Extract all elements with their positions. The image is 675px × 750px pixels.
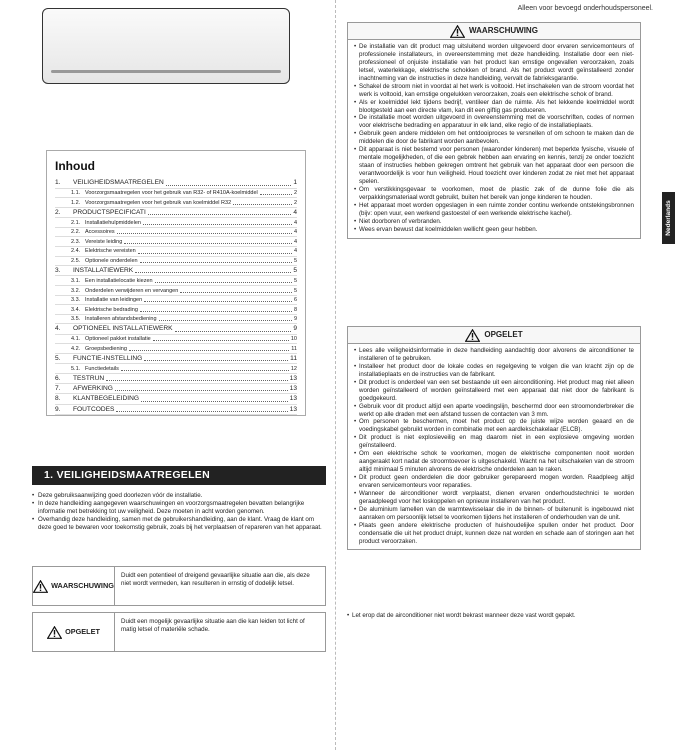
toc-entry-number: 2.1.	[71, 219, 81, 226]
toc-entry-number: 7.	[55, 384, 61, 392]
toc-entry-number: 5.1.	[71, 365, 81, 372]
toc-entry-number: 4.1.	[71, 336, 81, 343]
toc-entry-title: Installatiehulpmiddelen	[85, 219, 141, 226]
air-outlet-slot	[51, 70, 281, 73]
toc-entry-page: 13	[289, 405, 297, 413]
toc-leader-dots	[116, 411, 287, 412]
indoor-unit-illustration	[42, 8, 290, 84]
caution-item: • Dit product is onderdeel van een set bestaande uit een airconditioning. Het product mag niet alleen worden geïnstalleerd of worden geïnstalleerd met een apparaat dat niet door de fabrikant is goedgekeurd.	[354, 379, 634, 403]
toc-entry-title: OPTIONEEL INSTALLATIEWERK	[73, 325, 173, 333]
toc-entry-page: 5	[293, 277, 297, 284]
warning-item: • Als er koelmiddel lekt tijdens bedrijf, ventileer dan de ruimte. Als het lekkende koelmiddel wordt blootgesteld aan een directe vlam, kan dit een giftig gas produceren.	[354, 99, 634, 115]
toc-leader-dots	[141, 401, 288, 402]
toc-entry-title: FOUTCODES	[73, 405, 115, 413]
intro-list	[32, 492, 326, 532]
toc-entry-title: Vereiste leiding	[85, 238, 123, 245]
toc-entry[interactable]	[55, 189, 297, 199]
header-note: Alleen voor bevoegd onderhoudspersoneel.	[517, 5, 653, 12]
toc-entry-number: 2.2.	[71, 229, 81, 236]
warning-item: • Schakel de stroom niet in voordat al het werk is voltooid. Het inschakelen van de stroom voordat het werk is voltooid, kan ernstige ongelukken veroorzaken, zoals een elektrische schok of brand.	[354, 83, 634, 99]
toc-leader-dots	[135, 272, 291, 273]
caution-item: • Om een elektrische schok te voorkomen, mogen de elektrische componenten nooit worden aangeraakt kort nadat de stroomtoevoer is uitgeschakeld. Wacht na het uitschakelen van de stroom altijd minimaal 5 minuten alvorens de elektrische onderdelen aan te raken.	[354, 450, 634, 474]
caution-item: • Dit product geen onderdelen die door gebruiker gerepareerd mogen worden. Raadpleeg altijd ervaren servicemonteurs voor reparaties.	[354, 474, 634, 490]
caution-triangle-icon	[465, 329, 480, 342]
legend-warning	[32, 566, 326, 606]
toc-entry[interactable]	[55, 228, 297, 238]
toc-leader-dots	[180, 292, 292, 293]
warning-triangle-icon	[450, 25, 465, 38]
toc-entry[interactable]	[55, 218, 297, 228]
warning-item: • Dit apparaat is niet bestemd voor personen (waaronder kinderen) met beperkte fysische, visuele of mentale mogelijkheden, of die een gebrek hebben aan ervaring en kennis, tenzij ze onder toezicht staan of instructies hebben gekregen omtrent het gebruik van het apparaat door een persoon die verantwoordelijk is voor hun veiligheid. Houd toezicht over kinderen zodat ze niet met het apparaat spelen.	[354, 146, 634, 186]
toc-leader-dots	[233, 204, 292, 205]
toc-entry-title: KLANTBEGELEIDING	[73, 395, 139, 403]
toc-entry-title: Accessoires	[85, 229, 115, 236]
toc-list	[55, 178, 297, 415]
toc-entry[interactable]	[55, 384, 297, 394]
toc-entry-number: 4.	[55, 325, 61, 333]
toc-entry-number: 3.3.	[71, 297, 81, 304]
toc-leader-dots	[260, 194, 292, 195]
toc-entry-title: Optioneel pakket installatie	[85, 336, 151, 343]
toc-entry-page: 5	[293, 287, 297, 294]
intro-item: • Overhandig deze handleiding, samen met de gebruikershandleiding, aan de klant. Vraag de klant om deze goed te bewaren voor toekomstig gebruik, zoals bij het verplaatsen of repareren van het apparaat.	[32, 516, 326, 532]
toc-leader-dots	[129, 350, 289, 351]
toc-leader-dots	[138, 253, 292, 254]
toc-entry-number: 9.	[55, 405, 61, 413]
toc-entry[interactable]	[55, 247, 297, 257]
toc-entry-number: 3.1.	[71, 277, 81, 284]
toc-entry-title: Voorzorgsmaatregelen voor het gebruik van koelmiddel R32	[85, 199, 232, 206]
warning-box	[347, 22, 641, 239]
toc-entry-number: 1.2.	[71, 199, 81, 206]
toc-entry-number: 2.3.	[71, 238, 81, 245]
toc-entry-page: 11	[290, 354, 297, 362]
toc-entry-title: Elektrische vereisten	[85, 248, 136, 255]
table-of-contents	[46, 150, 306, 416]
intro-item: • Deze gebruiksaanwijzing goed doorlezen vóór de installatie.	[32, 492, 326, 500]
caution-list	[348, 344, 640, 549]
toc-entry-title: Groepsbediening	[85, 345, 127, 352]
toc-entry-number: 3.5.	[71, 316, 81, 323]
toc-entry[interactable]	[55, 198, 297, 208]
toc-leader-dots	[166, 185, 292, 186]
toc-entry-title: AFWERKING	[73, 384, 113, 392]
toc-entry[interactable]	[55, 394, 297, 404]
toc-entry[interactable]	[55, 335, 297, 345]
warning-item: • Om verstikkingsgevaar te voorkomen, moet de plastic zak of de dunne folie die als verpakkingsmateriaal wordt gebruikt, buiten het bereik van jonge kinderen te houden.	[354, 186, 634, 202]
toc-entry[interactable]	[55, 305, 297, 315]
toc-entry[interactable]	[55, 364, 297, 374]
toc-leader-dots	[117, 233, 292, 234]
caution-item: • Plaats geen andere elektrische producten of huishoudelijke spullen onder het product. Door condensatie die uit het product druipt, kunnen deze nat worden en schade aan of storingen aan het product veroorzaken.	[354, 522, 634, 546]
toc-entry-title: VEILIGHEIDSMAATREGELEN	[73, 179, 164, 187]
warning-item: • Het apparaat moet worden opgeslagen in een ruimte zonder continu werkende ontstekingsbronnen (bijv: open vuur, een werkend gastoestel of een werkende elektrische kachel).	[354, 202, 634, 218]
language-tab-label: Nederlands	[664, 200, 672, 236]
section-heading: 1. VEILIGHEIDSMAATREGELEN	[32, 466, 326, 485]
toc-leader-dots	[143, 224, 292, 225]
toc-entry-page: 12	[290, 365, 297, 372]
toc-entry-page: 4	[293, 208, 297, 216]
toc-entry[interactable]	[55, 276, 297, 286]
toc-entry-page: 13	[289, 374, 297, 382]
toc-entry[interactable]	[55, 374, 297, 384]
warning-item: • Niet doorboren of verbranden.	[354, 218, 634, 226]
toc-entry-page: 2	[293, 199, 297, 206]
toc-leader-dots	[140, 311, 292, 312]
toc-entry-number: 2.	[55, 208, 61, 216]
caution-box-title: OPGELET	[484, 329, 523, 339]
toc-leader-dots	[124, 243, 292, 244]
toc-entry-number: 5.	[55, 354, 61, 362]
toc-entry-page: 8	[293, 306, 297, 313]
toc-leader-dots	[144, 360, 288, 361]
toc-entry[interactable]	[55, 178, 297, 188]
warning-box-header	[348, 23, 640, 40]
toc-entry-page: 9	[293, 325, 297, 333]
toc-entry-title: FUNCTIE-INSTELLING	[73, 354, 143, 362]
caution-box	[347, 326, 641, 550]
toc-entry-title: Optionele onderdelen	[85, 258, 138, 265]
toc-entry-title: Een installatielocatie kiezen	[85, 277, 153, 284]
warning-item: • Wees ervan bewust dat koelmiddelen wellicht geen geur hebben.	[354, 226, 634, 234]
toc-entry-page: 6	[293, 297, 297, 304]
warning-item: • De installatie van dit product mag uitsluitend worden uitgevoerd door ervaren servicemonteurs of professionele installateurs, in overeenstemming met deze handleiding. Installatie door een niet-professioneel of onjuiste installatie van het product kan ernstige ongevallen veroorzaken, zoals letsel, waterlekkage, elektrische schokken of brand. Als het product wordt geïnstalleerd zonder inachtneming van de instructies in deze handleiding, vervalt de fabrieksgarantie.	[354, 43, 634, 83]
after-note: • Let erop dat de airconditioner niet wordt bekrast wanneer deze vast wordt gepakt.	[347, 612, 647, 620]
toc-entry-title: Onderdelen verwijderen en vervangen	[85, 287, 179, 294]
toc-leader-dots	[121, 370, 289, 371]
toc-entry-title: Elektrische bedrading	[85, 306, 138, 313]
toc-entry[interactable]	[55, 344, 297, 354]
toc-entry[interactable]	[55, 296, 297, 306]
toc-leader-dots	[175, 331, 292, 332]
toc-entry-title: Installatie van leidingen	[85, 297, 143, 304]
toc-entry-title: TESTRUN	[73, 374, 105, 382]
toc-entry[interactable]	[55, 315, 297, 325]
warning-item: • Gebruik geen andere middelen om het ontdooiproces te versnellen of om schoon te maken dan de middelen die door de fabrikant worden aanbevolen.	[354, 130, 634, 146]
toc-leader-dots	[106, 380, 288, 381]
toc-leader-dots	[153, 340, 289, 341]
caution-triangle-icon	[47, 626, 62, 639]
toc-entry-page: 5	[293, 266, 297, 274]
caution-item: • Lees alle veiligheidsinformatie in deze handleiding aandachtig door alvorens de airconditioner te installeren of te gebruiken.	[354, 347, 634, 363]
toc-entry-number: 3.2.	[71, 287, 81, 294]
toc-entry-number: 3.4.	[71, 306, 81, 313]
warning-list	[348, 40, 640, 238]
caution-item: • Dit product is niet explosieveilig en mag daarom niet in een explosieve omgeving worden geïnstalleerd.	[354, 434, 634, 450]
toc-entry-number: 3.	[55, 266, 61, 274]
toc-entry-page: 1	[293, 179, 297, 187]
toc-entry[interactable]	[55, 324, 297, 334]
after-note-list	[347, 612, 647, 620]
toc-entry-title: PRODUCTSPECIFICATI	[73, 208, 146, 216]
toc-entry-page: 11	[291, 345, 297, 352]
toc-entry-number: 6.	[55, 374, 61, 382]
caution-item: • Installeer het product door de lokale codes en regelgeving te volgen die van kracht zijn op de installatieplaats en de instructies van de fabrikant.	[354, 363, 634, 379]
caution-item: • Gebruik voor dit product altijd een aparte voedingslijn, beschermd door een stroomonderbreker die werkt op alle draden met een afstand tussen de contacten van 3 mm.	[354, 403, 634, 419]
toc-entry-number: 4.2.	[71, 345, 81, 352]
toc-entry-page: 4	[293, 229, 297, 236]
toc-entry-page: 9	[293, 316, 297, 323]
toc-entry[interactable]	[55, 405, 297, 415]
column-divider	[335, 0, 336, 750]
toc-leader-dots	[140, 262, 292, 263]
toc-entry-title: Installeren afstandsbediening	[85, 316, 157, 323]
toc-entry-page: 13	[289, 384, 297, 392]
intro-item: • In deze handleiding aangegeven waarschuwingen en voorzorgsmaatregelen bevatten belangrijke informatie met betrekking tot uw veiligheid. Deze moeten in acht worden genomen.	[32, 500, 326, 516]
toc-entry-number: 1.1.	[71, 190, 81, 197]
warning-triangle-icon	[33, 580, 48, 593]
legend-caution-label-text: OPGELET	[65, 627, 100, 637]
caution-box-header	[348, 327, 640, 344]
legend-caution	[32, 612, 326, 652]
toc-leader-dots	[148, 214, 292, 215]
toc-leader-dots	[115, 390, 288, 391]
legend-caution-label	[33, 613, 115, 651]
toc-entry-page: 4	[293, 248, 297, 255]
toc-entry-page: 4	[293, 238, 297, 245]
legend-warning-label	[33, 567, 115, 605]
caution-item: • Wanneer de airconditioner wordt verplaatst, dienen ervaren onderhoudstechnici te worden geraadpleegd voor het loskoppelen en opnieuw installeren van het product.	[354, 490, 634, 506]
caution-item: • De aluminium lamellen van de warmtewisselaar die in de binnen- of buitenunit is ingebouwd niet aanraken om persoonlijk letsel te voorkomen tijdens het installeren of onderhouden van de unit.	[354, 506, 634, 522]
toc-entry-number: 2.5.	[71, 258, 81, 265]
legend-warning-text: Duidt een potentieel of dreigend gevaarlijke situatie aan die, als deze niet wordt vermeden, kan resulteren in ernstig of dodelijk letsel.	[121, 572, 310, 587]
toc-leader-dots	[144, 301, 292, 302]
toc-entry-page: 4	[293, 219, 297, 226]
toc-entry[interactable]	[55, 286, 297, 296]
toc-entry-page: 13	[289, 395, 297, 403]
toc-entry-page: 5	[293, 258, 297, 265]
toc-entry-title: Voorzorgsmaatregelen voor het gebruik van R32- of R410A-koelmiddel	[85, 190, 258, 197]
toc-entry[interactable]	[55, 266, 297, 276]
warning-item: • De installatie moet worden uitgevoerd in overeenstemming met de voorschriften, codes of normen voor elektrische bedrading en apparatuur in elk land, elke regio of de installatieplaats.	[354, 114, 634, 130]
toc-entry[interactable]	[55, 257, 297, 267]
toc-entry-number: 2.4.	[71, 248, 81, 255]
toc-entry-title: Functiedetails	[85, 365, 119, 372]
toc-entry-page: 10	[290, 336, 297, 343]
warning-box-title: WAARSCHUWING	[469, 25, 538, 35]
legend-warning-label-text: WAARSCHUWING	[51, 581, 114, 591]
toc-entry[interactable]	[55, 208, 297, 218]
toc-entry[interactable]	[55, 354, 297, 364]
toc-entry-page: 2	[293, 190, 297, 197]
caution-item: • Om personen te beschermen, moet het product op de juiste wijze worden geaard en de voedingskabel gebruikt worden in combinatie met een aardlekschakelaar (ELCB).	[354, 418, 634, 434]
toc-entry-number: 8.	[55, 395, 61, 403]
toc-entry[interactable]	[55, 237, 297, 247]
toc-title: Inhoud	[55, 159, 95, 173]
legend-caution-text: Duidt een mogelijk gevaarlijke situatie aan die kan leiden tot licht of matig letsel of materiële schade.	[121, 618, 305, 633]
toc-leader-dots	[155, 282, 292, 283]
toc-leader-dots	[159, 320, 292, 321]
toc-entry-number: 1.	[55, 179, 61, 187]
toc-entry-title: INSTALLATIEWERK	[73, 266, 134, 274]
language-tab	[662, 192, 675, 244]
